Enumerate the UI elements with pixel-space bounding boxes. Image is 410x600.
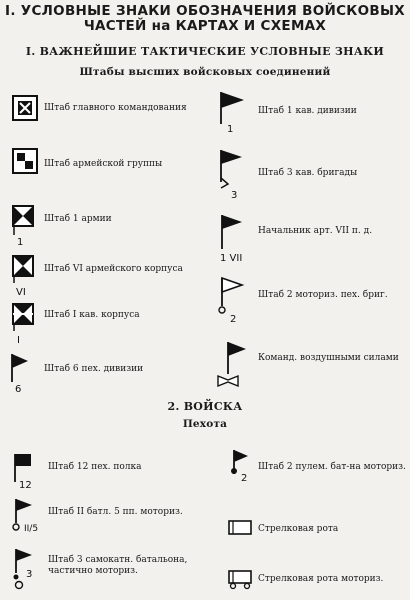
number-12: 12 <box>19 480 32 491</box>
hq-infantry-division-icon <box>8 352 36 396</box>
hq-motorized-brigade-icon <box>218 276 254 326</box>
label-hq-army-group: Штаб армейской группы <box>44 159 163 169</box>
hq-corps-icon <box>12 255 40 299</box>
label-artillery-chief: Начальник арт. VII п. д. <box>258 226 373 236</box>
hq-high-command-icon <box>12 95 40 123</box>
number-2: 2 <box>241 473 248 484</box>
label-hq-bicycle-battalion-line-1: Штаб 3 самокатн. батальона, <box>48 555 188 565</box>
artillery-chief-icon <box>218 213 258 263</box>
label-hq-infantry-division: Штаб 6 пех. дивизии <box>44 364 144 374</box>
air-force-command-icon <box>218 340 258 390</box>
number-2: 2 <box>230 314 237 325</box>
rifle-company-icon <box>228 520 254 538</box>
label-hq-motorized-brigade: Штаб 2 моториз. пех. бриг. <box>258 290 388 300</box>
title-line-2: ЧАСТЕЙ на КАРТАХ И СХЕМАХ <box>83 18 327 34</box>
number-1-vii: 1 VII <box>220 253 243 264</box>
title-line-1: I. УСЛОВНЫЕ ЗНАКИ ОБОЗНАЧЕНИЯ ВОЙСКОВЫХ <box>5 3 405 19</box>
number-3: 3 <box>26 569 33 580</box>
label-hq-cavalry-division: Штаб 1 кав. дивизии <box>258 106 357 116</box>
label-rifle-company-motorized: Стрелковая рота моториз. <box>258 574 384 584</box>
hq-bicycle-battalion-icon <box>12 547 48 593</box>
number-i: I <box>17 335 20 346</box>
number-1: 1 <box>227 124 234 135</box>
number-vi: VI <box>16 287 26 298</box>
label-hq-army: Штаб 1 армии <box>44 214 112 224</box>
label-hq-machine-gun-battalion: Штаб 2 пулем. бат-на моториз. <box>258 462 406 472</box>
section-1-title: I. ВАЖНЕЙШИЕ ТАКТИЧЕСКИЕ УСЛОВНЫЕ ЗНАКИ <box>25 45 385 58</box>
section-2-title: 2. ВОЙСКА <box>167 400 243 413</box>
hq-cavalry-corps-icon <box>12 303 40 347</box>
number-ii-5: II/5 <box>24 524 39 534</box>
hq-infantry-regiment-icon <box>12 452 48 492</box>
number-3: 3 <box>231 190 238 201</box>
hq-army-icon <box>12 205 40 247</box>
section-2-subtitle: Пехота <box>182 418 228 430</box>
rifle-company-motorized-icon <box>228 570 254 590</box>
label-hq-battalion-motorized: Штаб II батл. 5 пп. моториз. <box>48 507 183 517</box>
number-1: 1 <box>17 237 24 248</box>
label-hq-high-command: Штаб главного командования <box>44 103 187 113</box>
section-1-subtitle: Штабы высших войсковых соединений <box>79 66 331 78</box>
label-hq-infantry-regiment: Штаб 12 пех. полка <box>48 462 142 472</box>
label-hq-corps: Штаб VI армейского корпуса <box>44 264 183 274</box>
label-hq-cavalry-corps: Штаб I кав. корпуса <box>44 310 140 320</box>
label-hq-bicycle-battalion <box>48 555 187 577</box>
label-hq-bicycle-battalion-line-2: частично моториз. <box>48 566 138 576</box>
label-air-force-command: Команд. воздушными силами <box>258 353 399 363</box>
hq-cavalry-division-icon <box>218 90 250 134</box>
hq-cavalry-brigade-icon <box>218 148 250 200</box>
hq-battalion-motorized-icon <box>12 497 52 541</box>
label-hq-cavalry-brigade: Штаб 3 кав. бригады <box>258 168 358 178</box>
hq-army-group-icon <box>12 148 40 176</box>
number-6: 6 <box>15 384 22 395</box>
page-title <box>0 4 410 34</box>
label-rifle-company: Стрелковая рота <box>258 524 339 534</box>
